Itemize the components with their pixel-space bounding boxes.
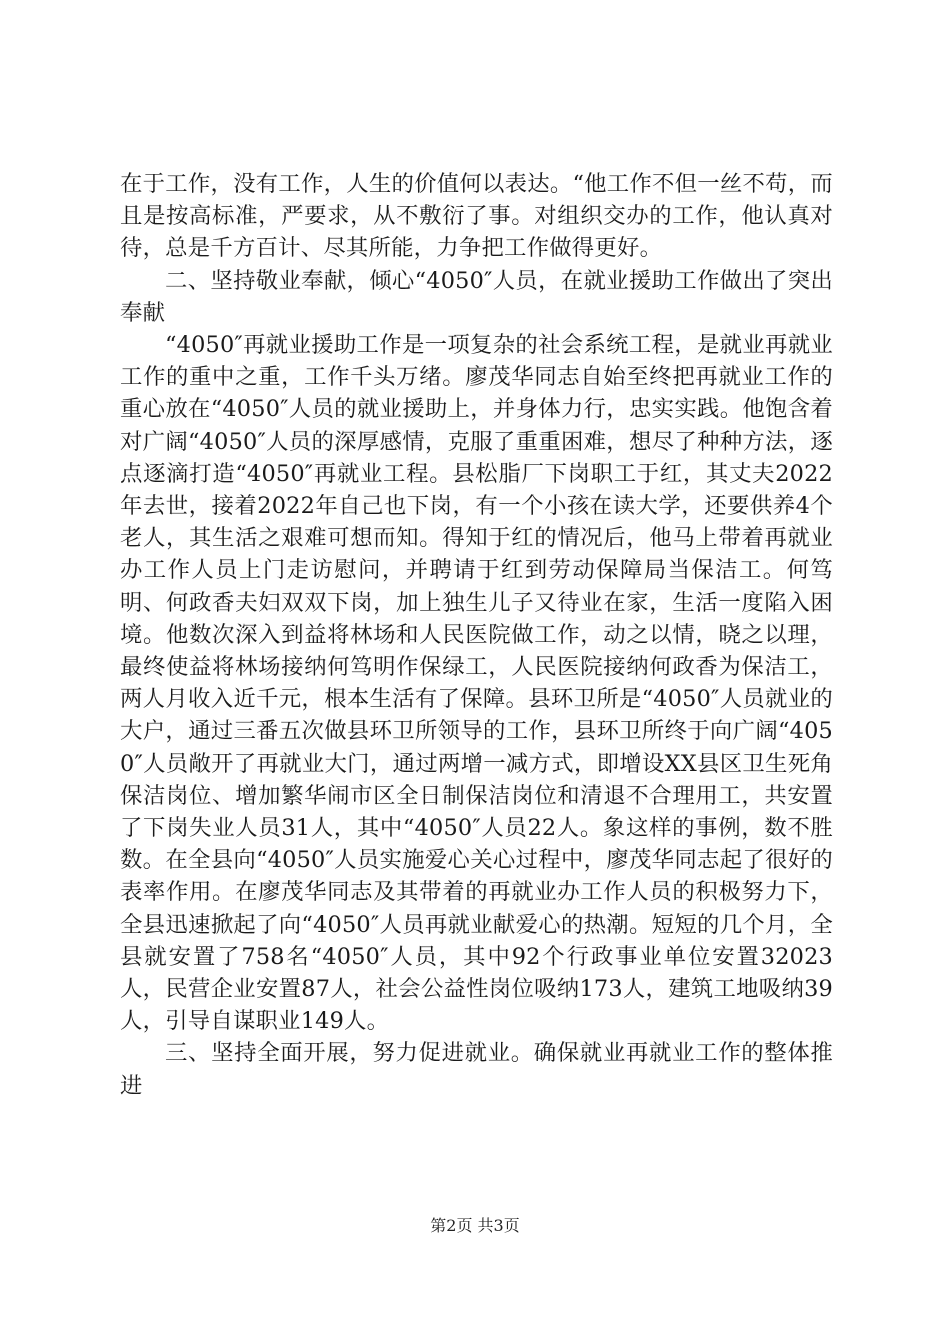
page-number-footer: 第2页 共3页 xyxy=(430,1216,520,1235)
document-body xyxy=(120,168,833,1102)
section-heading-2: 二、坚持敬业奉献，倾心“4050″人员，在就业援助工作做出了突出奉献 xyxy=(120,267,833,326)
section-heading-3: 三、坚持全面开展，努力促进就业。确保就业再就业工作的整体推进 xyxy=(120,1040,833,1099)
paragraph-4050-assistance: “4050″再就业援助工作是一项复杂的社会系统工程，是就业再就业工作的重中之重，工作千头万绪。廖茂华同志自始至终把再就业工作的重心放在“4050″人员的就业援助上，并身体力行，忠实实践。他饱含着对广阔“4050″人员的深厚感情，克服了重重困难，想尽了种种方法，逐点逐滴打造“4050″再就业工程。县松脂厂下岗职工于红，其丈夫2022年去世，接着2022年自己也下岗，有一个小孩在读大学，还要供养4个老人，其生活之艰难可想而知。得知于红的情况后，他马上带着再就业办工作人员上门走访慰问，并聘请于红到劳动保障局当保洁工。何笃明、何政香夫妇双双下岗，加上独生儿子又待业在家，生活一度陷入困境。他数次深入到益将林场和人民医院做工作，动之以情，晓之以理，最终使益将林场接纳何笃明作保绿工，人民医院接纳何政香为保洁工，两人月收入近千元，根本生活有了保障。县环卫所是“4050″人员就业的大户，通过三番五次做县环卫所领导的工作，县环卫所终于向广阔“4050″人员敞开了再就业大门，通过两增一减方式，即增设XX县区卫生死角保洁岗位、增加繁华闹市区全日制保洁岗位和清退不合理用工，共安置了下岗失业人员31人，其中“4050″人员22人。象这样的事例，数不胜数。在全县向“4050″人员实施爱心关心过程中，廖茂华同志起了很好的表率作用。在廖茂华同志及其带着的再就业办工作人员的积极努力下，全县迅速掀起了向“4050″人员再就业献爱心的热潮。短短的几个月，全县就安置了758名“4050″人员，其中92个行政事业单位安置32023人，民营企业安置87人，社会公益性岗位吸纳173人，建筑工地吸纳39人，引导自谋职业149人。 xyxy=(120,332,833,1035)
paragraph-continuation: 在于工作，没有工作，人生的价值何以表达。“他工作不但一丝不苟，而且是按高标准，严要求，从不敷衍了事。对组织交办的工作，他认真对待，总是千方百计、尽其所能，力争把工作做得更好。 xyxy=(120,171,833,262)
